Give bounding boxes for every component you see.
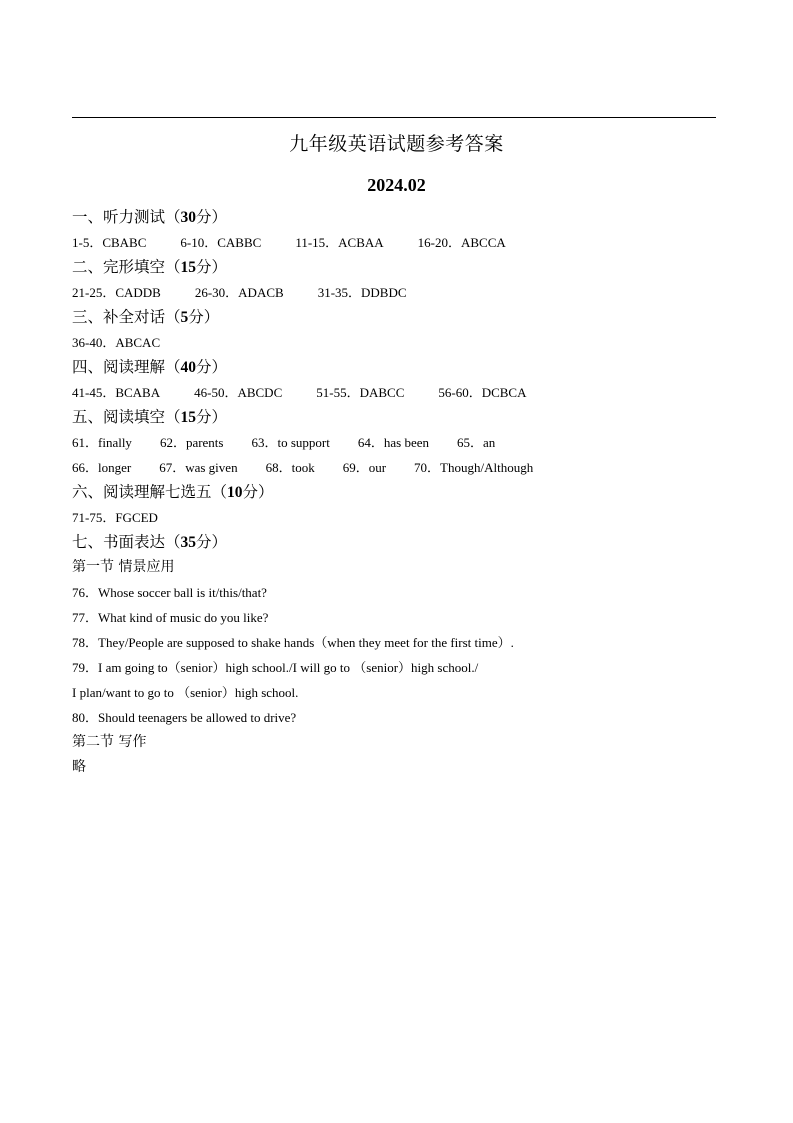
writing-sentence: 80．Should teenagers be allowed to drive? <box>72 710 297 725</box>
answers-cloze <box>72 280 722 305</box>
answer-item: 64．has been <box>357 435 429 450</box>
answer-group: 6-10．CABBC <box>180 235 262 250</box>
answer-item: 62．parents <box>159 435 224 450</box>
answer-group: 1-5．CBABC <box>72 235 147 250</box>
section-points: 40 <box>180 359 197 376</box>
answer-group: 56-60．DCBCA <box>438 385 527 400</box>
answer-item: 67．was given <box>159 460 238 475</box>
answer-item: 63．to support <box>251 435 330 450</box>
answer-key <box>72 205 722 780</box>
answer-group: 26-30．ADACB <box>194 285 284 300</box>
answers-fill-row-2 <box>72 455 722 480</box>
section-heading-listening: 一、听力测试（30分） <box>72 208 228 226</box>
writing-part1-label: 第一节 情景应用 <box>72 559 175 575</box>
answer-item: 66．longer <box>72 460 132 475</box>
writing-sentence: 79．I am going to（senior）high school./I will go to （senior）high school./ <box>72 660 479 675</box>
section-points: 15 <box>180 259 197 276</box>
answers-fill-row-1 <box>72 430 722 455</box>
answer-group: 46-50．ABCDC <box>194 385 283 400</box>
answer-group: 41-45．BCABA <box>72 385 161 400</box>
answer-item: 69．our <box>342 460 387 475</box>
answer-group: 11-15．ACBAA <box>295 235 384 250</box>
writing-sentence: 77．What kind of music do you like? <box>72 610 269 625</box>
section-heading-seven-five: 六、阅读理解七选五（10分） <box>72 483 274 501</box>
header-rule <box>72 117 716 118</box>
answers-dialogue <box>72 330 722 355</box>
exam-date: 2024.02 <box>367 175 426 195</box>
section-points: 15 <box>180 409 197 426</box>
answer-item: 61．finally <box>72 435 132 450</box>
section-heading-reading: 四、阅读理解（40分） <box>72 358 228 376</box>
answer-group: 21-25．CADDB <box>72 285 161 300</box>
answer-group: 16-20．ABCCA <box>417 235 506 250</box>
answer-item: 68．took <box>265 460 315 475</box>
section-points: 30 <box>180 209 197 226</box>
writing-sentence: 78．They/People are supposed to shake hands（when they meet for the first time）. <box>72 635 514 650</box>
writing-part2-text: 略 <box>72 759 86 775</box>
writing-sentence: I plan/want to go to （senior）high school. <box>72 685 299 700</box>
section-points: 10 <box>227 484 243 501</box>
section-heading-dialogue: 三、补全对话（5分） <box>72 308 220 326</box>
answer-group: 71-75．FGCED <box>72 510 158 525</box>
answer-item: 65．an <box>456 435 496 450</box>
writing-part2-label: 第二节 写作 <box>72 734 147 750</box>
answer-item: 70．Though/Although <box>414 460 534 475</box>
answers-listening <box>72 230 722 255</box>
section-heading-writing: 七、书面表达（35分） <box>72 533 228 551</box>
writing-sentence: 76．Whose soccer ball is it/this/that? <box>72 585 267 600</box>
answer-group: 36-40．ABCAC <box>72 335 161 350</box>
section-points: 35 <box>180 534 197 551</box>
answers-reading <box>72 380 722 405</box>
section-points: 5 <box>180 309 189 326</box>
section-heading-fill: 五、阅读填空（15分） <box>72 408 228 426</box>
page-title: 九年级英语试题参考答案 <box>289 133 504 155</box>
answer-group: 51-55．DABCC <box>316 385 405 400</box>
section-heading-cloze: 二、完形填空（15分） <box>72 258 228 276</box>
answers-seven-five <box>72 505 722 530</box>
answer-group: 31-35．DDBDC <box>317 285 407 300</box>
